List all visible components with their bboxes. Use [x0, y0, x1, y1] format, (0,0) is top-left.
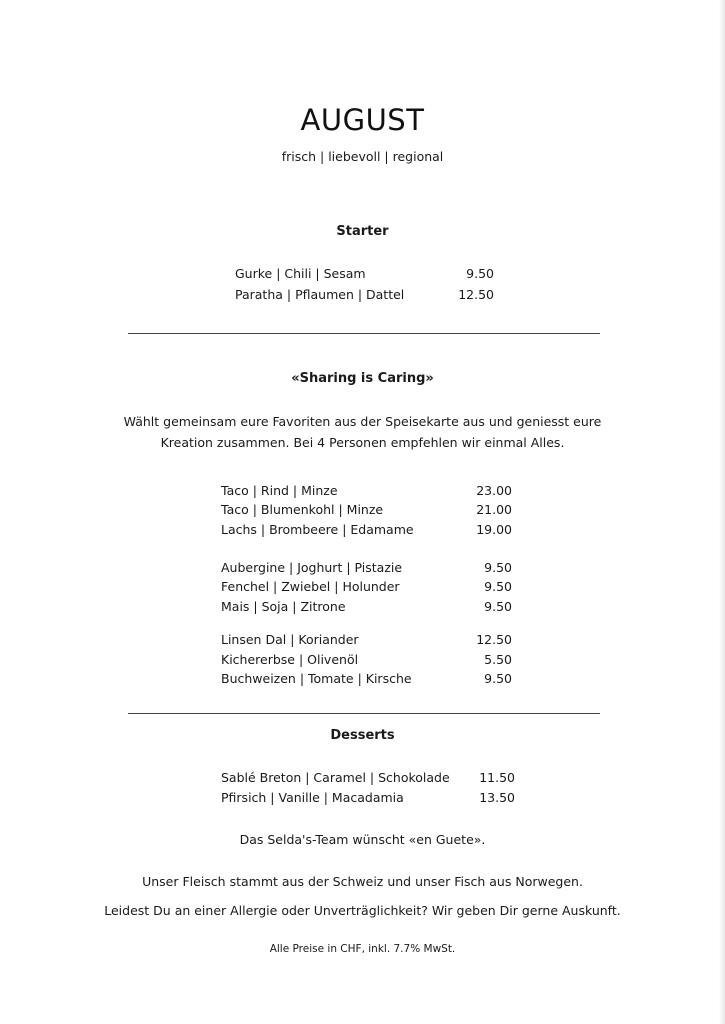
- menu-title: AUGUST: [300, 103, 425, 137]
- menu-item-name: Linsen Dal | Koriander: [221, 632, 359, 647]
- sharing-heading: «Sharing is Caring»: [291, 371, 434, 386]
- allergy-note: Leidest Du an einer Allergie oder Unverträglichkeit? Wir geben Dir gerne Auskunft.: [104, 903, 621, 918]
- menu-item-name: Fenchel | Zwiebel | Holunder: [221, 579, 400, 594]
- origin-note: Unser Fleisch stammt aus der Schweiz und unser Fisch aus Norwegen.: [142, 874, 583, 889]
- menu-item-price: 19.00: [476, 522, 512, 537]
- menu-item-name: Buchweizen | Tomate | Kirsche: [221, 671, 412, 686]
- section-divider: [128, 333, 600, 334]
- menu-item-name: Sablé Breton | Caramel | Schokolade: [221, 770, 450, 785]
- menu-item-name: Kichererbse | Olivenöl: [221, 652, 359, 667]
- menu-item-price: 9.50: [466, 266, 494, 281]
- menu-item-price: 23.00: [476, 483, 512, 498]
- menu-item-price: 5.50: [484, 652, 512, 667]
- menu-item-price: 21.00: [476, 502, 512, 517]
- menu-item-price: 9.50: [484, 579, 512, 594]
- menu-item-price: 13.50: [479, 790, 515, 805]
- tagline: frisch | liebevoll | regional: [281, 149, 444, 164]
- sharing-description-line1: Wählt gemeinsam eure Favoriten aus der Speisekarte aus und geniesst eure: [123, 414, 602, 429]
- price-note: Alle Preise in CHF, inkl. 7.7% MwSt.: [269, 943, 456, 955]
- menu-item-price: 12.50: [458, 287, 494, 302]
- section-divider: [128, 713, 600, 714]
- menu-item-price: 9.50: [484, 560, 512, 575]
- menu-item-name: Lachs | Brombeere | Edamame: [221, 522, 414, 537]
- sharing-description-line2: Kreation zusammen. Bei 4 Personen empfehlen wir einmal Alles.: [160, 435, 565, 450]
- menu-item-price: 12.50: [476, 632, 512, 647]
- menu-item-name: Mais | Soja | Zitrone: [221, 599, 346, 614]
- menu-item-name: Taco | Blumenkohl | Minze: [221, 502, 384, 517]
- menu-item-name: Gurke | Chili | Sesam: [235, 266, 366, 281]
- menu-item-price: 9.50: [484, 671, 512, 686]
- menu-item-price: 9.50: [484, 599, 512, 614]
- closing-message: Das Selda's-Team wünscht «en Guete».: [239, 832, 486, 847]
- menu-item-name: Aubergine | Joghurt | Pistazie: [221, 560, 403, 575]
- starter-heading: Starter: [336, 224, 389, 239]
- desserts-heading: Desserts: [330, 728, 395, 743]
- menu-item-name: Taco | Rind | Minze: [221, 483, 338, 498]
- menu-item-name: Paratha | Pflaumen | Dattel: [235, 287, 405, 302]
- menu-item-name: Pfirsich | Vanille | Macadamia: [221, 790, 404, 805]
- menu-item-price: 11.50: [479, 770, 515, 785]
